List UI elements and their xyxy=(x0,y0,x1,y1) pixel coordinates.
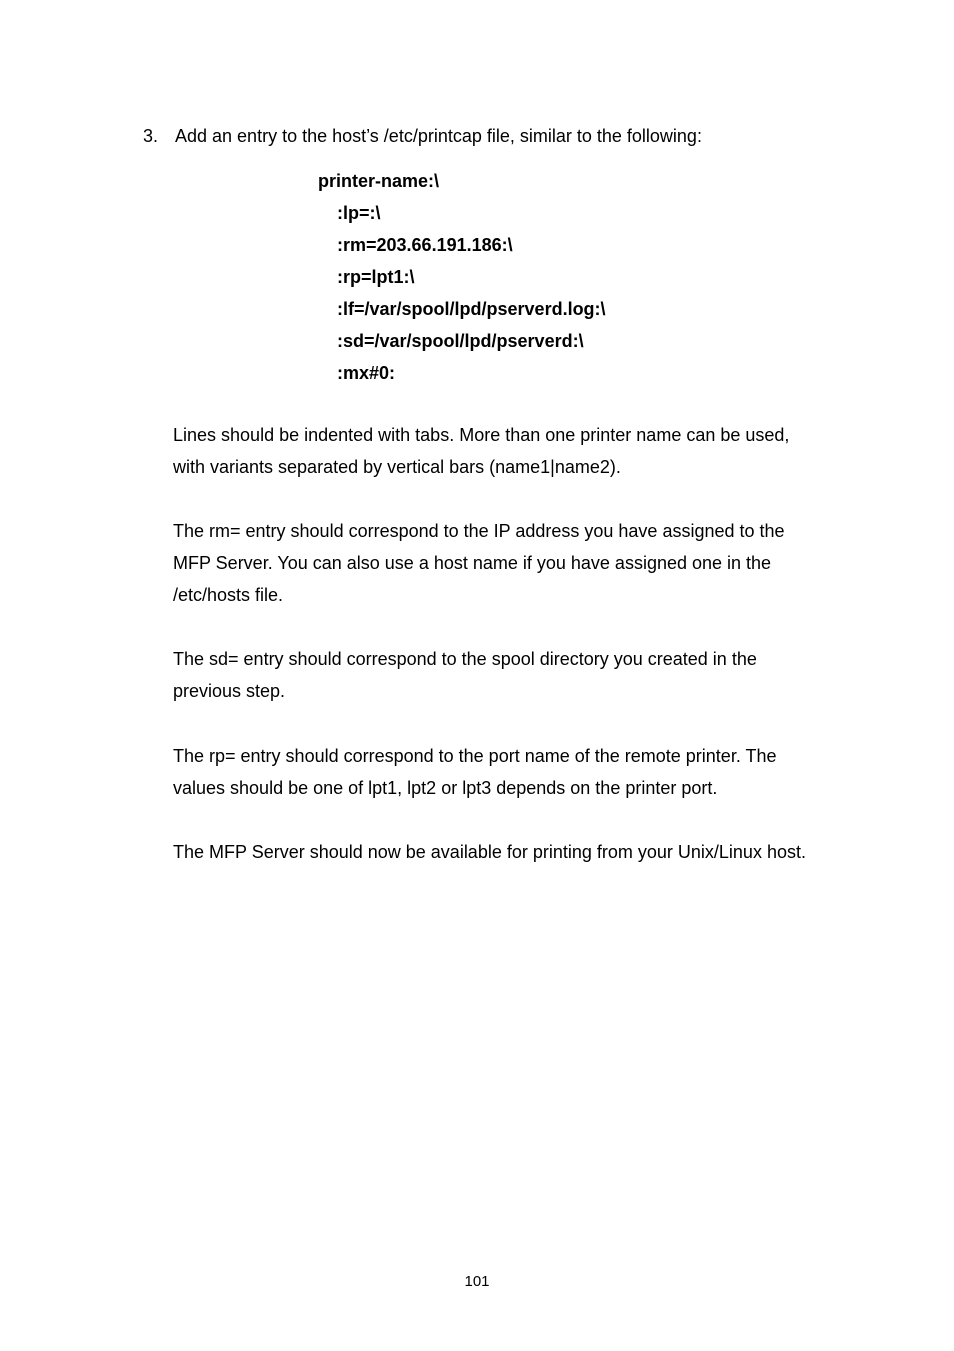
code-line-rm: :rm=203.66.191.186:\ xyxy=(337,235,513,255)
paragraph-availability: The MFP Server should now be available for printing from your Unix/Linux host. xyxy=(173,842,806,862)
code-line-sd: :sd=/var/spool/lpd/pserverd:\ xyxy=(337,331,584,351)
page-number: 101 xyxy=(464,1273,490,1290)
code-line-mx: :mx#0: xyxy=(337,363,396,383)
step-number: 3. xyxy=(143,126,159,146)
step-text: Add an entry to the host’s /etc/printcap file, similar to the following: xyxy=(175,126,702,146)
paragraph-rm-entry: The rm= entry should correspond to the IP address you have assigned to the MFP Server. You can also use a host name if you have assigned one in the /etc/hosts file. xyxy=(173,521,785,605)
printcap-entry-code-block xyxy=(318,165,606,389)
code-line-rp: :rp=lpt1:\ xyxy=(337,267,415,287)
paragraph-rp-entry: The rp= entry should correspond to the port name of the remote printer. The values should be one of lpt1, lpt2 or lpt3 depends on the printer port. xyxy=(173,746,777,798)
paragraph-sd-entry: The sd= entry should correspond to the spool directory you created in the previous step. xyxy=(173,649,757,701)
code-line-printer-name: printer-name:\ xyxy=(318,171,440,191)
code-line-lp: :lp=:\ xyxy=(337,203,381,223)
paragraph-indentation-note: Lines should be indented with tabs. More than one printer name can be used, with variants separated by vertical bars (name1|name2). xyxy=(173,425,790,477)
step-3 xyxy=(143,124,702,148)
code-line-lf: :lf=/var/spool/lpd/pserverd.log:\ xyxy=(337,299,606,319)
